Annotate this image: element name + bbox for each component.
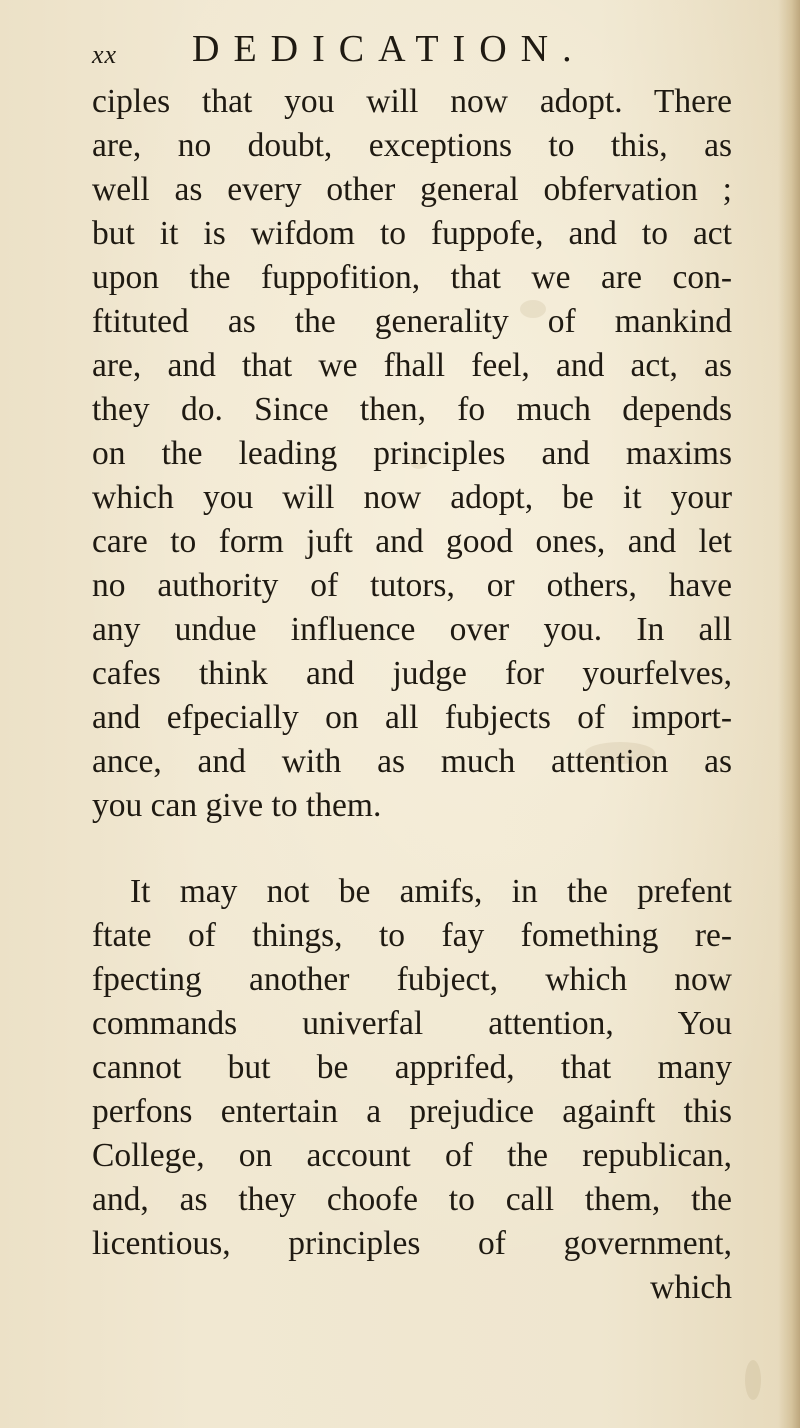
text-line: well as every other general obfervation ;	[92, 171, 732, 208]
paper-stain	[745, 1360, 761, 1400]
text-line: perfons entertain a prejudice againft this	[92, 1093, 732, 1130]
catchword: which	[650, 1269, 732, 1306]
text-line: but it is wifdom to fuppofe, and to act	[92, 215, 732, 252]
text-line: fpecting another fubject, which now	[92, 961, 732, 998]
text-line: It may not be amifs, in the prefent	[130, 873, 732, 910]
text-line: ftate of things, to fay fomething re-	[92, 917, 732, 954]
page-header	[92, 22, 732, 76]
text-line: commands univerfal attention, You	[92, 1005, 732, 1042]
text-line: are, no doubt, exceptions to this, as	[92, 127, 732, 164]
text-line: are, and that we fhall feel, and act, as	[92, 347, 732, 384]
text-line: licentious, principles of government,	[92, 1225, 732, 1262]
text-line: College, on account of the republican,	[92, 1137, 732, 1174]
text-line: ance, and with as much attention as	[92, 743, 732, 780]
text-line: cannot but be apprifed, that many	[92, 1049, 732, 1086]
text-line: and, as they choofe to call them, the	[92, 1181, 732, 1218]
body-text	[92, 80, 732, 1310]
text-line: and efpecially on all fubjects of import-	[92, 699, 732, 736]
text-line: any undue influence over you. In all	[92, 611, 732, 648]
paragraph-1	[92, 80, 732, 828]
paragraph-2	[92, 870, 732, 1310]
text-line: no authority of tutors, or others, have	[92, 567, 732, 604]
text-line: ftituted as the generality of mankind	[92, 303, 732, 340]
paragraph-gap	[92, 828, 732, 870]
text-line: care to form juft and good ones, and let	[92, 523, 732, 560]
text-line: they do. Since then, fo much depends	[92, 391, 732, 428]
running-title: DEDICATION.	[192, 28, 586, 70]
text-line: which you will now adopt, be it your	[92, 479, 732, 516]
page-edge-shadow	[778, 0, 800, 1428]
text-line: on the leading principles and maxims	[92, 435, 732, 472]
text-line: cafes think and judge for yourfelves,	[92, 655, 732, 692]
page-number: xx	[92, 40, 118, 69]
text-line: you can give to them.	[92, 787, 382, 824]
text-line: upon the fuppofition, that we are con-	[92, 259, 732, 296]
text-line: ciples that you will now adopt. There	[92, 83, 732, 120]
